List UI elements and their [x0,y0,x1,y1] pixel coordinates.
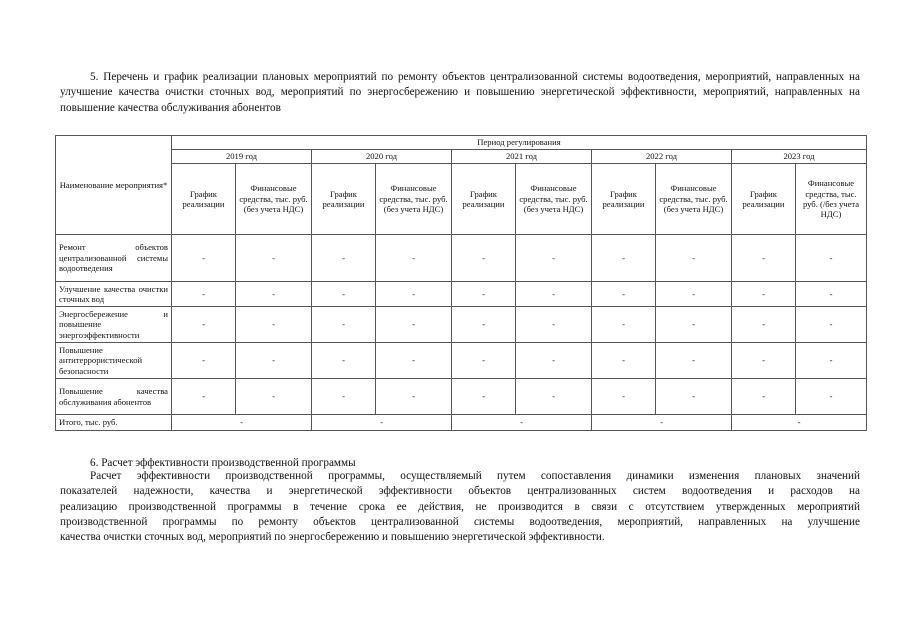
row-label: Повышение антитеррористической безопасности [56,343,172,379]
table-cell: - [592,282,656,307]
table-cell: - [796,307,867,343]
header-year-2021: 2021 год [452,150,592,164]
header-measure-name: Наименование мероприятия* [56,136,172,235]
table-row [56,307,867,343]
table-cell: - [236,379,312,415]
table-cell: - [376,235,452,282]
table-cell: - [592,235,656,282]
table-cell: - [236,307,312,343]
table-cell: - [732,235,796,282]
table-cell: - [376,307,452,343]
section-6-line: показателей надежности, качества и энергетической эффективности объектов централизованных систем водоотведения и расходов на [60,485,860,498]
table-row [56,235,867,282]
table-cell: - [452,235,516,282]
header-schedule: График реализации [732,164,796,235]
section-6-line: производственной программы по ремонту объектов централизованной системы водоотведения, мероприятий, направленных на улучшение [60,515,860,528]
table-cell: - [732,282,796,307]
header-schedule: График реализации [312,164,376,235]
table-cell: - [592,379,656,415]
section-5-heading [60,70,860,116]
row-label: Энергосбережение и повышение энергоэффективности [56,307,172,343]
table-cell: - [452,307,516,343]
table-cell: - [376,379,452,415]
total-label: Итого, тыс. руб. [56,415,172,431]
table-cell: - [732,307,796,343]
table-cell: - [516,379,592,415]
table-cell: - [592,307,656,343]
header-year-2020: 2020 год [312,150,452,164]
row-label: Повышение качества обслуживания абонентов [56,379,172,415]
table-row [56,282,867,307]
table-cell: - [172,307,236,343]
table-cell: - [312,282,376,307]
section-6-title: 6. Расчет эффективности производственной программы [90,457,356,469]
table-cell: - [732,379,796,415]
header-finance: Финансовые средства, тыс. руб. (без учета НДС) [516,164,592,235]
header-year-2023: 2023 год [732,150,867,164]
table-cell: - [732,343,796,379]
section-6-line: качества очистки сточных вод, мероприятий по энергосбережению и повышению энергетической эффективности. [60,531,605,544]
header-finance: Финансовые средства, тыс. руб. (без учета НДС) [656,164,732,235]
total-cell: - [592,415,732,431]
section-6-line [60,469,860,484]
table-cell: - [172,343,236,379]
row-label: Улучшение качества очистки сточных вод [56,282,172,307]
header-finance: Финансовые средства, тыс. руб. (без учета НДС) [376,164,452,235]
header-year-2019: 2019 год [172,150,312,164]
section-5-text: 5. Перечень и график реализации плановых мероприятий по ремонту объектов централизованной системы водоотведения, мероприятий, направленных на улучшение качества очистки сточных вод, мероприятий по энергосбережению и повышению энергетической эффективности, мероприятий, направленных на повышение качества обслуживания абонентов [60,71,860,114]
table-cell: - [312,379,376,415]
table-cell: - [516,282,592,307]
table-cell: - [312,307,376,343]
table-cell: - [796,282,867,307]
table-cell: - [452,282,516,307]
table-cell: - [172,235,236,282]
table-cell: - [236,282,312,307]
table-cell: - [656,282,732,307]
table-cell: - [312,235,376,282]
total-cell: - [312,415,452,431]
header-schedule: График реализации [592,164,656,235]
table-cell: - [376,282,452,307]
row-label: Ремонт объектов централизованной системы водоотведения [56,235,172,282]
total-row [56,415,867,431]
table-cell: - [516,343,592,379]
table-cell: - [796,235,867,282]
measures-table [55,135,867,431]
table-row [56,343,867,379]
table-cell: - [656,343,732,379]
header-period: Период регулирования [172,136,867,150]
total-cell: - [172,415,312,431]
header-year-2022: 2022 год [592,150,732,164]
section-6-body [60,469,860,545]
section-6-line: реализацию производственной программы в течение срока ее действия, не производится в связи с отсутствием утвержденных мероприятий [60,500,860,513]
table-cell: - [376,343,452,379]
table-cell: - [236,235,312,282]
table-cell: - [452,343,516,379]
header-schedule: График реализации [172,164,236,235]
header-schedule: График реализации [452,164,516,235]
table-cell: - [236,343,312,379]
table-cell: - [656,235,732,282]
table-row [56,379,867,415]
table-cell: - [592,343,656,379]
table-cell: - [796,379,867,415]
table-cell: - [656,307,732,343]
header-finance: Финансовые средства, тыс. руб. (без учета НДС) [236,164,312,235]
table-cell: - [796,343,867,379]
header-finance-last: Финансовые средства, тыс. руб. (/без учета НДС) [796,164,867,235]
section-6-line-text: Расчет эффективности производственной программы, осуществляемый путем сопоставления динамики изменения плановых значений [90,470,860,482]
table-cell: - [172,379,236,415]
table-cell: - [452,379,516,415]
table-cell: - [656,379,732,415]
table-cell: - [172,282,236,307]
total-cell: - [452,415,592,431]
table-cell: - [516,307,592,343]
total-cell: - [732,415,867,431]
table-cell: - [516,235,592,282]
table-cell: - [312,343,376,379]
